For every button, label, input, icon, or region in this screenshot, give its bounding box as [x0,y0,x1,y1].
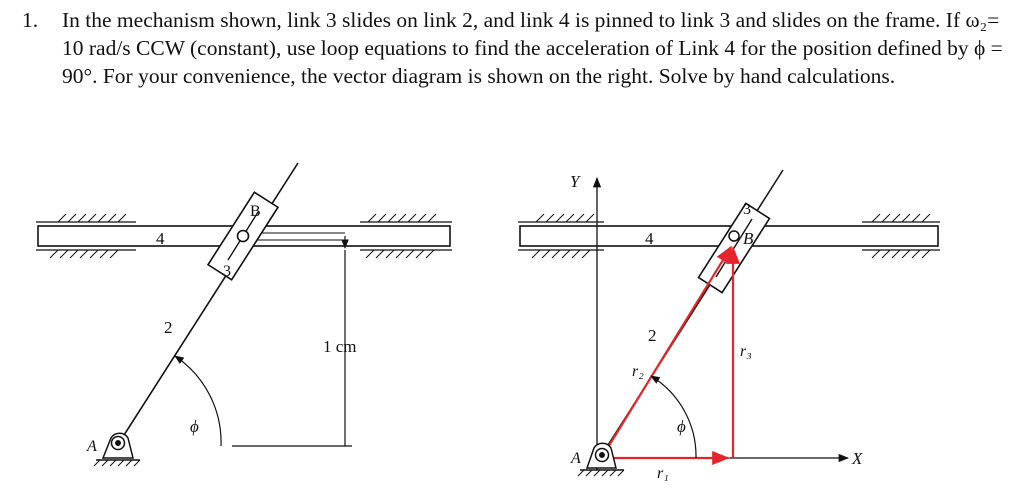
right-point-b-label: B [743,229,754,248]
problem-text: In the mechanism shown, link 3 slides on link 2, and link 4 is pinned to link 3 and slides on the frame. If ω₂= 10 rad/s CCW (constant), use loop equations to find the acceleration of Link 4 for the position defined by ϕ = 90°. For your convenience, the vector diagram is shown on the right. Solve by hand calculations. [62,8,1003,88]
right-mechanism [518,170,940,482]
left-ground-label: A [87,438,97,455]
right-angle-arc [651,376,696,458]
right-link2-label: 2 [648,326,657,345]
right-y-label: Y [570,172,580,191]
right-vector-r2 [602,247,731,457]
left-mechanism [36,163,452,466]
left-angle-label: ϕ [190,417,199,436]
problem-number: 1. [22,8,39,32]
right-x-label: X [852,449,863,468]
left-dimension-label: 1 cm [323,337,357,356]
right-slider-label: 3 [743,201,751,218]
left-slider-top-label: B [250,203,261,220]
left-slider-bottom-label: 3 [223,263,231,280]
right-ground-label: A [571,450,581,467]
right-pin-b [729,231,739,241]
left-link4-label: 4 [156,229,165,248]
right-r3-label: r₃ [740,343,752,360]
right-angle-label: ϕ [677,417,686,436]
right-link4-label: 4 [645,229,654,248]
left-link2-label: 2 [164,318,173,337]
right-ground-pivot [578,443,624,476]
right-r2-label: r₂ [632,363,644,380]
left-pin-b [238,231,249,242]
left-ground-pivot [94,433,140,466]
right-r1-label: r₁ [657,465,669,482]
